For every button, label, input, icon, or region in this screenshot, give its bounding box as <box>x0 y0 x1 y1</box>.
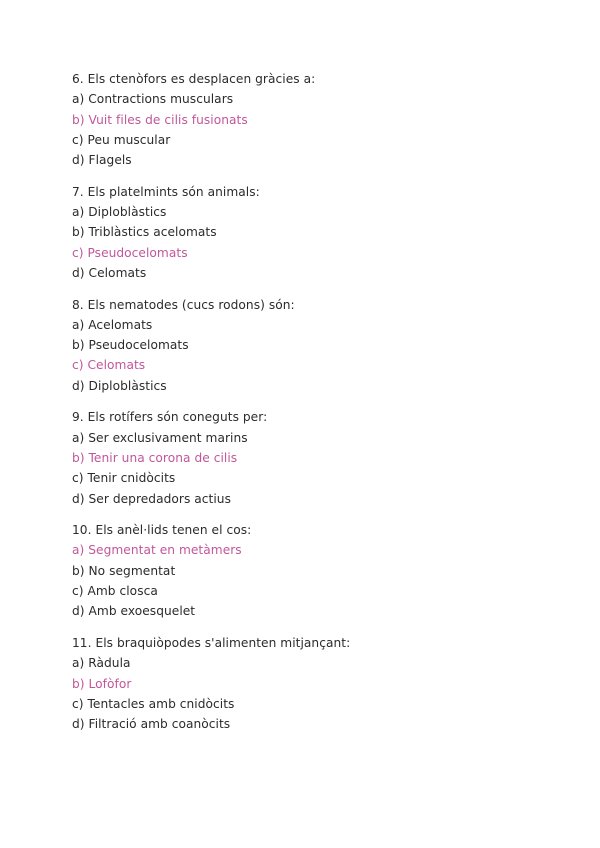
option-c: c) Tenir cnidòcits <box>72 471 176 486</box>
question-9 <box>72 407 552 508</box>
question-text: 8. Els nematodes (cucs rodons) són: <box>72 297 295 312</box>
option-c: c) Pseudocelomats <box>72 245 188 260</box>
option-d: d) Ser depredadors actius <box>72 491 231 506</box>
option-a: a) Ser exclusivament marins <box>72 430 248 445</box>
option-d: d) Flagels <box>72 153 132 168</box>
question-list <box>72 69 552 746</box>
question-text: 9. Els rotífers són coneguts per: <box>72 410 268 425</box>
option-a: a) Ràdula <box>72 656 131 671</box>
option-a: a) Diploblàstics <box>72 205 167 220</box>
question-11 <box>72 633 552 734</box>
option-c: c) Amb closca <box>72 584 158 599</box>
option-c: c) Tentacles amb cnidòcits <box>72 696 235 711</box>
question-text: 11. Els braquiòpodes s'alimenten mitjançant: <box>72 635 351 650</box>
question-text: 7. Els platelmints són animals: <box>72 184 260 199</box>
option-d: d) Filtració amb coanòcits <box>72 717 231 732</box>
option-d: d) Diploblàstics <box>72 378 167 393</box>
option-d: d) Celomats <box>72 265 147 280</box>
question-text: 6. Els ctenòfors es desplacen gràcies a: <box>72 72 316 86</box>
option-b: b) Tenir una corona de cilis <box>72 450 238 465</box>
option-a: a) Acelomats <box>72 317 153 332</box>
option-b: b) Lofòfor <box>72 676 132 691</box>
option-a: a) Segmentat en metàmers <box>72 543 242 558</box>
question-7 <box>72 182 552 283</box>
option-b: b) Vuit files de cilis fusionats <box>72 112 248 127</box>
question-6 <box>72 69 552 170</box>
option-a: a) Contractions musculars <box>72 92 234 107</box>
option-d: d) Amb exoesquelet <box>72 604 196 619</box>
option-b: b) No segmentat <box>72 563 176 578</box>
option-c: c) Peu muscular <box>72 132 171 147</box>
option-c: c) Celomats <box>72 358 146 373</box>
option-b: b) Triblàstics acelomats <box>72 225 217 240</box>
question-text: 10. Els anèl·lids tenen el cos: <box>72 523 252 538</box>
question-8 <box>72 295 552 396</box>
question-10 <box>72 520 552 621</box>
option-b: b) Pseudocelomats <box>72 338 189 353</box>
